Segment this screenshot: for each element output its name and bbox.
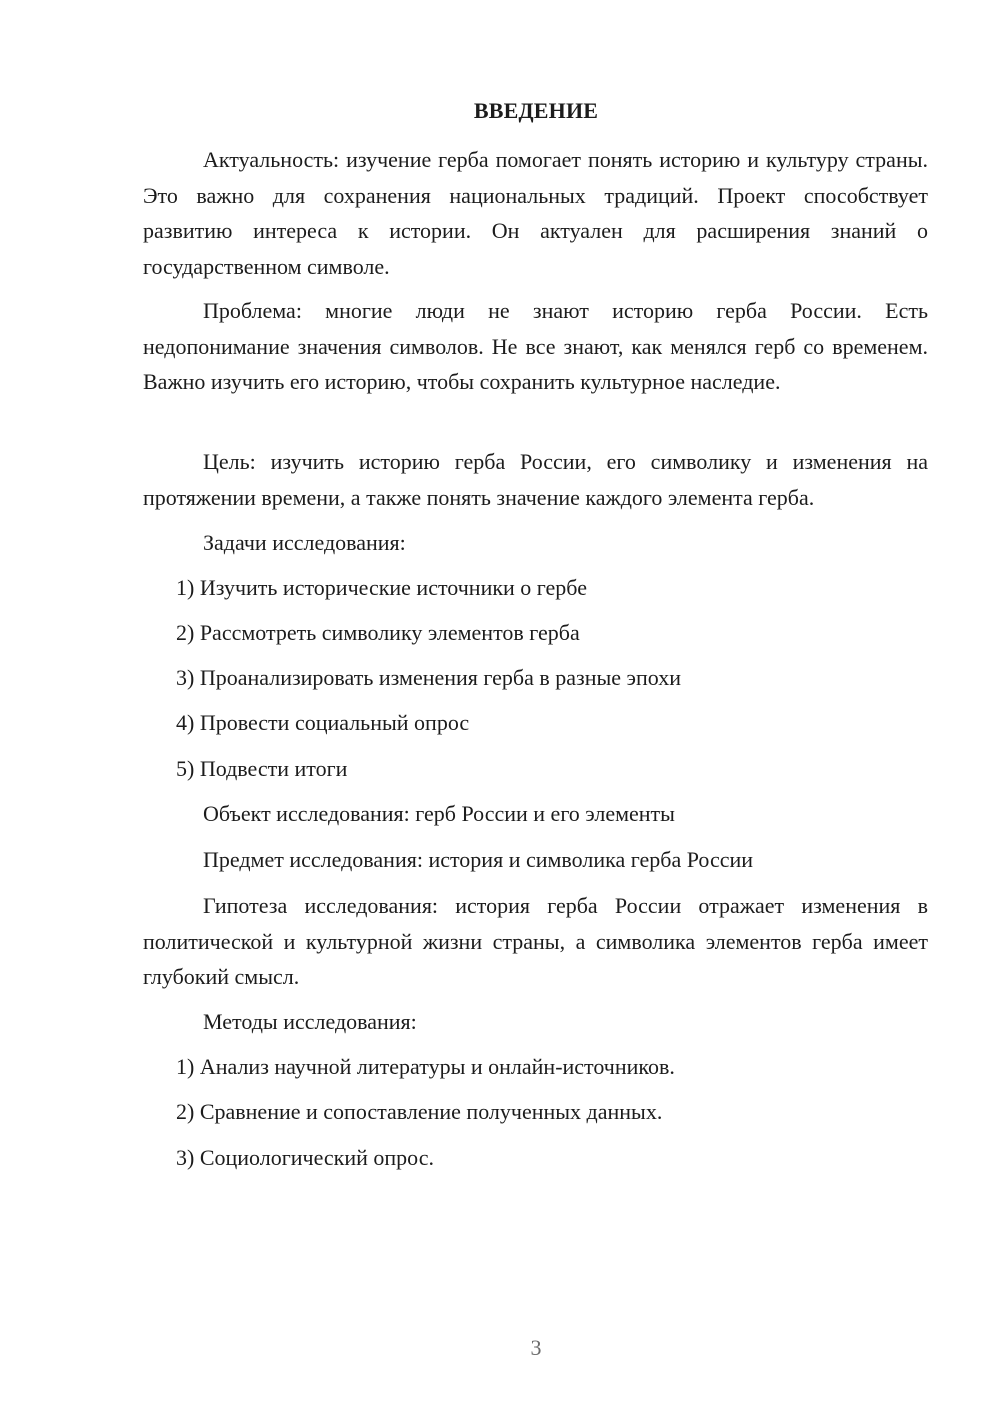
method-item: 2) Сравнение и сопоставление полученных данных.: [176, 1099, 663, 1124]
task-item: 3) Проанализировать изменения герба в разные эпохи: [176, 665, 681, 690]
task-item: 4) Провести социальный опрос: [176, 710, 470, 735]
tasks-heading: Задачи исследования:: [203, 530, 406, 555]
page-number: 3: [530, 1335, 542, 1360]
task-item: 1) Изучить исторические источники о гербе: [176, 575, 587, 600]
research-object: Объект исследования: герб России и его элементы: [203, 801, 675, 826]
goal-paragraph: Цель: изучить историю герба России, его символику и изменения на протяжении времени, а также понять значение каждого элемента герба.: [143, 449, 928, 510]
problem-paragraph: Проблема: многие люди не знают историю герба России. Есть недопонимание значения символов. Не все знают, как менялся герб со временем. Важно изучить его историю, чтобы сохранить культурное наследие.: [143, 298, 928, 394]
section-title: ВВЕДЕНИЕ: [473, 98, 599, 123]
task-item: 2) Рассмотреть символику элементов герба: [176, 620, 580, 645]
method-item: 3) Социологический опрос.: [176, 1145, 434, 1170]
hypothesis-paragraph: Гипотеза исследования: история герба России отражает изменения в политической и культурной жизни страны, а символика элементов герба имеет глубокий смысл.: [143, 893, 928, 989]
method-item: 1) Анализ научной литературы и онлайн-источников.: [176, 1054, 675, 1079]
task-item: 5) Подвести итоги: [176, 756, 348, 781]
research-subject: Предмет исследования: история и символика герба России: [203, 847, 754, 872]
relevance-paragraph: Актуальность: изучение герба помогает понять историю и культуру страны. Это важно для сохранения национальных традиций. Проект способствует развитию интереса к истории. Он актуален для расширения знаний о государственном символе.: [143, 147, 928, 279]
methods-heading: Методы исследования:: [203, 1009, 417, 1034]
